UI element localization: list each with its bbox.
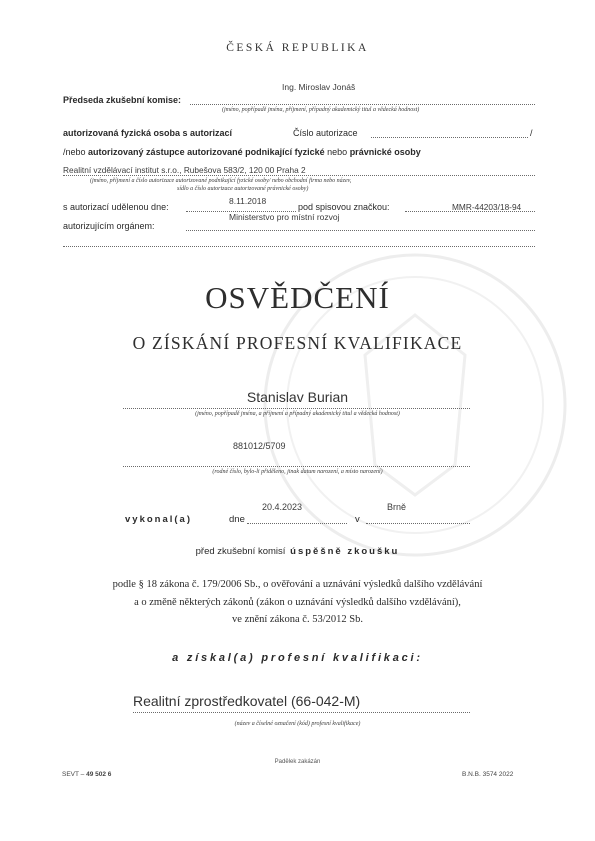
- holder-birth-number: 881012/5709: [233, 441, 286, 451]
- authorized-entity-hint-2: sídlo a číslo autorizace autorizované právnické osoby): [177, 186, 309, 192]
- exam-performed-label: vykonal(a): [125, 514, 192, 525]
- authorized-entity-hint-1: (jméno, příjmení a číslo autorizace autorizované podnikající fyzické osoby/ nebo obchodní firma nebo název,: [90, 178, 352, 184]
- certificate-title: OSVĚDČENÍ: [205, 280, 390, 315]
- exam-place-line: [366, 523, 470, 524]
- authorization-or-mid: nebo: [327, 147, 348, 157]
- authorization-number-line: [371, 137, 528, 138]
- law-line-3: ve znění zákona č. 53/2012 Sb.: [232, 614, 363, 625]
- file-number-value: MMR-44203/18-94: [452, 202, 522, 212]
- authorizing-body-value: Ministerstvo pro místní rozvoj: [229, 212, 340, 222]
- qualification-line: [133, 712, 470, 713]
- authorized-person-label: autorizovaná fyzická osoba s autorizací: [63, 128, 233, 138]
- watermark-seal: [255, 205, 575, 605]
- footer-left-code: 49 502 6: [86, 771, 112, 778]
- exam-result: úspěšně zkoušku: [290, 546, 400, 557]
- exam-before-commission: před zkušební komisí: [195, 546, 286, 557]
- commission-chair-label: Předseda zkušební komise:: [63, 95, 182, 105]
- exam-date-line: [247, 523, 347, 524]
- qualification-name: Realitní zprostředkovatel (66-042-M): [133, 693, 361, 709]
- footer-left-prefix: SEVT –: [62, 771, 87, 778]
- authorization-date-value: 8.11.2018: [229, 196, 267, 206]
- holder-name: Stanislav Burian: [246, 389, 349, 405]
- holder-name-line: [123, 408, 470, 409]
- authorizing-body-line: [186, 230, 535, 231]
- legal-entity-label: právnické osoby: [349, 147, 421, 157]
- authorization-date-label: s autorizací udělenou dne:: [63, 202, 169, 212]
- commission-chair-hint: (jméno, popřípadě jména, příjmení, případný akademický titul a vědecká hodnost): [222, 107, 420, 113]
- forgery-notice: Padělek zakázán: [274, 759, 321, 765]
- law-line-1: podle § 18 zákona č. 179/2006 Sb., o ověřování a uznávání výsledků dalšího vzdělávání: [112, 579, 483, 590]
- authorized-entity-line: [63, 175, 535, 176]
- qualification-hint: (název a číselné označení (kód) profesní kvalifikace): [234, 721, 361, 727]
- footer-right-code: B.N.B. 3574 2022: [462, 771, 514, 778]
- file-number-line: [405, 211, 535, 212]
- holder-birth-number-line: [123, 466, 470, 467]
- authorization-or-prefix: /nebo: [63, 147, 86, 157]
- holder-birth-number-hint: (rodné číslo, bylo-li přiděleno, jinak datum narození, a místo narození): [212, 469, 383, 475]
- exam-date-value: 20.4.2023: [262, 502, 303, 512]
- qualification-heading: a získal(a) profesní kvalifikaci:: [172, 652, 423, 664]
- country-header: ČESKÁ REPUBLIKA: [226, 42, 369, 54]
- authorization-number-label: Číslo autorizace: [293, 128, 358, 138]
- exam-place-value: Brně: [387, 502, 407, 512]
- commission-chair-name: Ing. Miroslav Jonáš: [282, 82, 356, 92]
- exam-place-label: v: [355, 514, 360, 525]
- authorized-representative-label: autorizovaný zástupce autorizované podnikající fyzické: [88, 147, 325, 157]
- commission-chair-line: [190, 104, 535, 105]
- exam-date-label: dne: [229, 514, 245, 525]
- authorizing-body-line-2: [63, 246, 535, 247]
- certificate-subtitle: O ZÍSKÁNÍ PROFESNÍ KVALIFIKACE: [132, 333, 463, 353]
- holder-name-hint: (jméno, popřípadě jména, a příjmení a případný akademický titul a vědecká hodnost): [195, 411, 400, 417]
- law-line-2: a o změně některých zákonů (zákon o uznávání výsledků dalšího vzdělávání),: [134, 597, 461, 608]
- authorizing-body-label: autorizujícím orgánem:: [63, 221, 155, 231]
- authorized-entity-value: Realitní vzdělávací institut s.r.o., Rubešova 583/2, 120 00 Praha 2: [63, 165, 306, 175]
- file-number-label: pod spisovou značkou:: [298, 202, 390, 212]
- authorization-slash: /: [530, 128, 533, 138]
